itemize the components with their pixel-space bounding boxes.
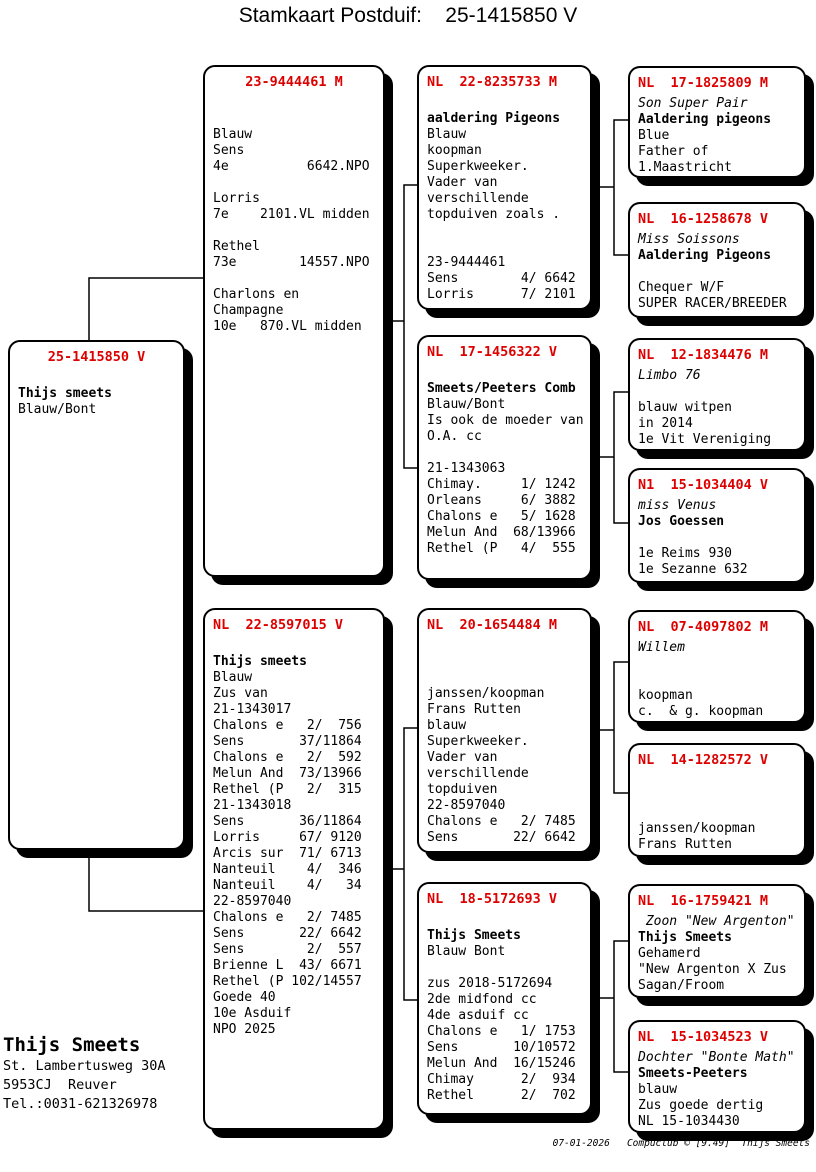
sire-dam-details <box>427 365 582 557</box>
text-line <box>213 223 375 239</box>
text-line: Chalons e 2/ 592 <box>213 750 362 765</box>
dam-dam-details <box>427 912 582 1104</box>
text-line: Blue <box>638 128 670 143</box>
text-line: Blauw <box>213 670 253 685</box>
text-line: Rethel (P 102/14557 <box>213 974 362 989</box>
sire-sire-ring-number: NL 22-8235733 M <box>427 74 558 90</box>
owner-name: Thijs Smeets <box>3 1034 141 1056</box>
text-line: Arcis sur 71/ 6713 <box>213 846 362 861</box>
dam-ring-number: NL 22-8597015 V <box>213 617 344 633</box>
text-line: Melun And 68/13966 <box>427 525 576 540</box>
text-line: zus 2018-5172694 <box>427 976 553 991</box>
text-line: 1.Maastricht <box>638 160 732 175</box>
dss-details <box>638 640 796 720</box>
sss-ring-number: NL 17-1825809 M <box>638 75 769 91</box>
text-line: Charlons en <box>213 287 300 302</box>
dds-details <box>638 914 796 994</box>
text-line: koopman <box>638 688 693 703</box>
text-line: Thijs Smeets <box>638 930 732 945</box>
text-line: Frans Rutten <box>427 702 521 717</box>
text-line: 10e Asduif <box>213 1006 292 1021</box>
text-line: Rethel <box>213 239 260 254</box>
text-line: Thijs smeets <box>18 386 112 401</box>
text-line <box>213 271 375 287</box>
dam-sire-details <box>427 638 582 846</box>
sire-sire-details <box>427 95 582 303</box>
text-line: Vader van <box>427 750 498 765</box>
text-line: Smeets-Peeters <box>638 1066 748 1081</box>
text-line: NL 15-1034430 <box>638 1114 740 1129</box>
text-line: Willem <box>638 640 685 655</box>
text-line: Chequer W/F <box>638 280 725 295</box>
text-line: Chalons e 2/ 756 <box>213 718 362 733</box>
text-line: c. & g. koopman <box>638 704 764 719</box>
text-line: Frans Rutten <box>638 837 732 852</box>
dsd-ring-number: NL 14-1282572 V <box>638 752 769 768</box>
text-line: "New Argenton X Zus <box>638 962 787 977</box>
dds-ring-number: NL 16-1759421 M <box>638 893 769 909</box>
pedigree-box-dam-sire <box>417 608 592 853</box>
sire-dam-ring-number: NL 17-1456322 V <box>427 344 558 360</box>
text-line: blauw <box>638 1082 678 1097</box>
owner-address <box>3 1057 166 1114</box>
text-line: 4de asduif cc <box>427 1008 529 1023</box>
text-line: Sens 37/11864 <box>213 734 362 749</box>
text-line <box>427 912 582 928</box>
text-line: 1e Reims 930 <box>638 546 732 561</box>
text-line <box>427 95 582 111</box>
pedigree-box-sire-dam <box>417 335 592 580</box>
text-line: Chalons e 2/ 7485 <box>213 910 362 925</box>
text-line <box>427 223 582 239</box>
pedigree-box-dam <box>203 608 385 1130</box>
text-line: St. Lambertusweg 30A <box>3 1058 166 1074</box>
text-line: Jos Goessen <box>638 514 725 529</box>
sds-details <box>638 368 796 448</box>
text-line: 1e Sezanne 632 <box>638 562 748 577</box>
pedigree-box-sds <box>628 338 806 451</box>
sds-ring-number: NL 12-1834476 M <box>638 347 769 363</box>
text-line <box>638 773 796 789</box>
text-line: Melun And 73/13966 <box>213 766 362 781</box>
owner-block <box>3 1033 166 1114</box>
text-line: Brienne L 43/ 6671 <box>213 958 362 973</box>
text-line: Father of <box>638 144 709 159</box>
text-line: Rethel (P 4/ 555 <box>427 541 576 556</box>
text-line: topduiven zoals . <box>427 207 561 222</box>
text-line: Smeets/Peeters Comb <box>427 381 576 396</box>
pedigree-box-sdd <box>628 468 806 583</box>
text-line <box>427 654 582 670</box>
pedigree-box-dss <box>628 610 806 723</box>
ssd-ring-number: NL 16-1258678 V <box>638 211 769 227</box>
dam-sire-ring-number: NL 20-1654484 M <box>427 617 558 633</box>
text-line: 1e Vit Vereniging <box>638 432 772 447</box>
text-line: Blauw <box>213 127 253 142</box>
dss-ring-number: NL 07-4097802 M <box>638 619 769 635</box>
text-line <box>638 656 796 672</box>
text-line: Aaldering pigeons <box>638 112 772 127</box>
pedigree-box-ddd <box>628 1020 806 1133</box>
text-line: Lorris 7/ 2101 <box>427 287 576 302</box>
text-line: miss Venus <box>638 498 717 513</box>
text-line: verschillende <box>427 766 529 781</box>
text-line <box>213 638 375 654</box>
text-line: SUPER RACER/BREEDER <box>638 296 787 311</box>
pedigree-box-dsd <box>628 743 806 857</box>
text-line: Vader van <box>427 175 498 190</box>
text-line: Sens 22/ 6642 <box>213 926 362 941</box>
text-line: Blauw/Bont <box>427 397 506 412</box>
text-line: Dochter "Bonte Math" <box>638 1050 795 1065</box>
text-line: 2de midfond cc <box>427 992 537 1007</box>
ddd-ring-number: NL 15-1034523 V <box>638 1029 769 1045</box>
text-line: Superkweeker. <box>427 734 529 749</box>
text-line: Limbo 76 <box>638 368 701 383</box>
sdd-ring-number: N1 15-1034404 V <box>638 477 769 493</box>
text-line: Zoon "New Argenton" <box>638 914 795 929</box>
dam-dam-ring-number: NL 18-5172693 V <box>427 891 558 907</box>
text-line: Is ook de moeder van <box>427 413 584 428</box>
text-line: Superkweeker. <box>427 159 529 174</box>
text-line <box>427 239 582 255</box>
pedigree-box-sire <box>203 65 385 577</box>
text-line <box>638 264 796 280</box>
text-line: Sens 2/ 557 <box>213 942 362 957</box>
text-line: Goede 40 <box>213 990 276 1005</box>
text-line <box>427 365 582 381</box>
text-line: Blauw <box>427 127 467 142</box>
text-line <box>427 445 582 461</box>
text-line: janssen/koopman <box>638 821 756 836</box>
text-line: Zus goede dertig <box>638 1098 764 1113</box>
text-line: aaldering Pigeons <box>427 111 561 126</box>
text-line <box>427 960 582 976</box>
text-line: blauw <box>427 718 467 733</box>
text-line <box>427 670 582 686</box>
pedigree-box-sire-sire <box>417 65 592 310</box>
text-line <box>213 111 375 127</box>
pedigree-box-sss <box>628 66 806 178</box>
text-line <box>638 789 796 805</box>
text-line: Chimay. 1/ 1242 <box>427 477 576 492</box>
text-line: janssen/koopman <box>427 686 545 701</box>
text-line: O.A. cc <box>427 429 482 444</box>
text-line: Zus van <box>213 686 268 701</box>
footer-credit: 07-01-2026 Compuclub © [9.49] Thijs Smeets <box>552 1138 810 1149</box>
text-line <box>213 95 375 111</box>
text-line: Thijs smeets <box>213 654 307 669</box>
text-line: 21-1343018 <box>213 798 292 813</box>
text-line: 22-8597040 <box>213 894 292 909</box>
text-line: Thijs Smeets <box>427 928 521 943</box>
text-line <box>427 638 582 654</box>
subject-ring-number: 25-1415850 V <box>47 349 146 365</box>
text-line: Miss Soissons <box>638 232 740 247</box>
page-title: Stamkaart Postduif: 25-1415850 V <box>238 4 578 27</box>
text-line: 7e 2101.VL midden <box>213 207 370 222</box>
sdd-details <box>638 498 796 578</box>
sire-details <box>213 95 375 335</box>
text-line: Nanteuil 4/ 34 <box>213 878 362 893</box>
text-line: topduiven <box>427 782 498 797</box>
ddd-details <box>638 1050 796 1130</box>
text-line <box>638 805 796 821</box>
text-line: Lorris <box>213 191 260 206</box>
subject-details <box>18 370 175 418</box>
text-line: Gehamerd <box>638 946 701 961</box>
pedigree-box-dds <box>628 884 806 998</box>
text-line: Sagan/Froom <box>638 978 725 993</box>
text-line: Chalons e 2/ 7485 <box>427 814 576 829</box>
sss-details <box>638 96 796 176</box>
ssd-details <box>638 232 796 312</box>
text-line: 73e 14557.NPO <box>213 255 370 270</box>
text-line: Nanteuil 4/ 346 <box>213 862 362 877</box>
text-line: Son Super Pair <box>638 96 748 111</box>
text-line: Chalons e 5/ 1628 <box>427 509 576 524</box>
text-line: Chalons e 1/ 1753 <box>427 1024 576 1039</box>
text-line: 10e 870.VL midden <box>213 319 362 334</box>
text-line: koopman <box>427 143 482 158</box>
text-line: Blauw/Bont <box>18 402 97 417</box>
text-line: 4e 6642.NPO <box>213 159 370 174</box>
text-line <box>638 530 796 546</box>
text-line: Aaldering Pigeons <box>638 248 772 263</box>
pedigree-box-dam-dam <box>417 882 592 1115</box>
pedigree-box-subject <box>8 340 185 850</box>
text-line: Rethel (P 2/ 315 <box>213 782 362 797</box>
text-line: 21-1343017 <box>213 702 292 717</box>
text-line: 5953CJ Reuver <box>3 1077 117 1093</box>
text-line: 22-8597040 <box>427 798 506 813</box>
text-line: Blauw Bont <box>427 944 506 959</box>
text-line: Champagne <box>213 303 284 318</box>
dam-details <box>213 638 375 1038</box>
text-line: Orleans 6/ 3882 <box>427 493 576 508</box>
text-line <box>638 384 796 400</box>
text-line <box>213 175 375 191</box>
text-line: 23-9444461 <box>427 255 506 270</box>
text-line: blauw witpen <box>638 400 732 415</box>
text-line: Melun And 16/15246 <box>427 1056 576 1071</box>
text-line: Sens 36/11864 <box>213 814 362 829</box>
text-line <box>18 370 175 386</box>
text-line: Sens <box>213 143 245 158</box>
sire-ring-number: 23-9444461 M <box>245 74 343 90</box>
text-line: NPO 2025 <box>213 1022 276 1037</box>
pedigree-box-ssd <box>628 202 806 318</box>
text-line: Sens 4/ 6642 <box>427 271 576 286</box>
text-line: Sens 22/ 6642 <box>427 830 576 845</box>
text-line: Tel.:0031-621326978 <box>3 1096 158 1112</box>
dsd-details <box>638 773 796 853</box>
text-line: Chimay 2/ 934 <box>427 1072 576 1087</box>
text-line: in 2014 <box>638 416 693 431</box>
text-line: Sens 10/10572 <box>427 1040 576 1055</box>
text-line <box>638 672 796 688</box>
text-line: Lorris 67/ 9120 <box>213 830 362 845</box>
text-line: 21-1343063 <box>427 461 506 476</box>
text-line: Rethel 2/ 702 <box>427 1088 576 1103</box>
text-line: verschillende <box>427 191 529 206</box>
